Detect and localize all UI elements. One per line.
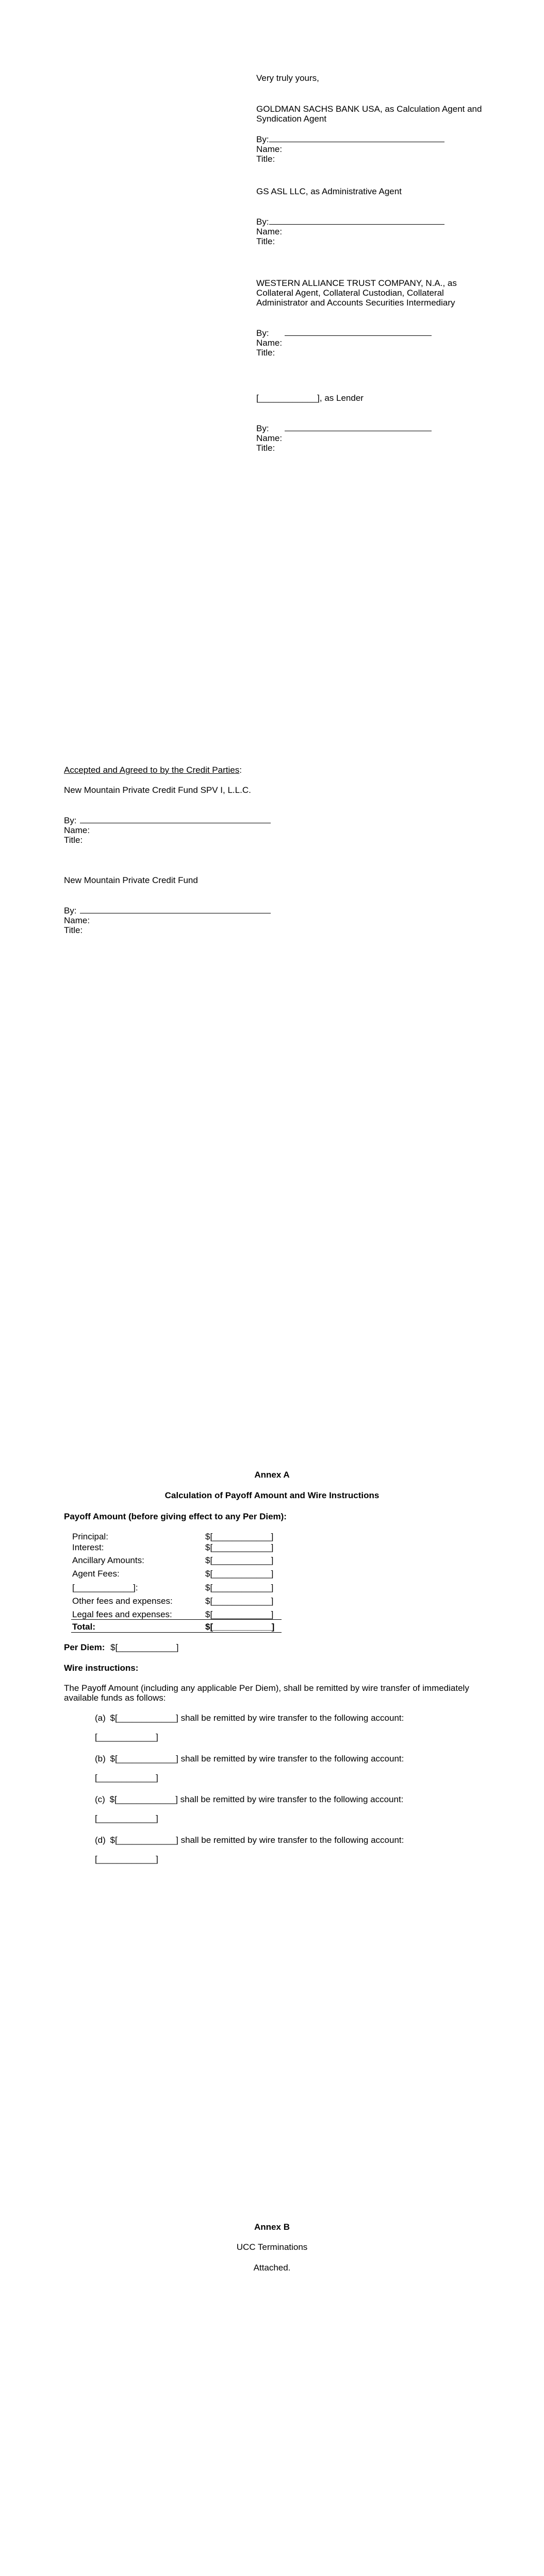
payoff-row-value: $[____________] [205,1569,274,1579]
name-label: Name: [256,338,283,348]
payoff-row [72,1543,278,1552]
wire-item-c [95,1794,487,1823]
title-label: Title: [64,835,83,845]
credit-parties-acceptance [64,765,373,935]
signatory-entity: WESTERN ALLIANCE TRUST COMPANY, N.A., as Collateral Agent, Collateral Custodian, Collateral Administrator and Accounts Securities Intermediary [256,278,457,308]
wire-item-text: $[____________] shall be remitted by wire transfer to the following account: [109,1794,404,1804]
signature-line [80,906,271,913]
payoff-row [72,1583,278,1592]
signature-block-gs-asl [256,187,483,246]
title-label: Title: [256,443,275,453]
payoff-row-label: Principal: [72,1532,108,1541]
payoff-row-label: Legal fees and expenses: [72,1609,172,1619]
payoff-row-label: Interest: [72,1543,104,1552]
by-label: By: [64,906,77,916]
signature-block-western-alliance [256,278,483,358]
signature-line [269,134,444,142]
wire-item-b [95,1754,487,1783]
title-label: Title: [256,236,275,246]
credit-party-block-fund [64,875,373,935]
name-label: Name: [256,144,283,154]
title-label: Title: [256,154,275,164]
payoff-row-label: Agent Fees: [72,1569,120,1579]
payoff-row-value: $[____________] [205,1543,274,1552]
title-label: Title: [64,925,83,935]
payoff-row [72,1609,278,1619]
annex-a-subtitle: Calculation of Payoff Amount and Wire Instructions [164,1490,380,1500]
payoff-row-value: $[____________] [205,1596,274,1606]
by-label: By: [256,423,269,433]
name-label: Name: [256,227,283,236]
annex-b-subtitle: UCC Terminations [236,2242,308,2252]
wire-item-marker: (d) [95,1835,106,1845]
name-label: Name: [64,916,90,925]
payoff-row-label: Ancillary Amounts: [72,1555,144,1565]
payoff-row-label: Other fees and expenses: [72,1596,173,1606]
payoff-row [72,1555,278,1565]
payoff-row-label: [____________]: [72,1583,138,1592]
wire-item-marker: (a) [95,1713,106,1723]
per-diem-value: $[____________] [110,1642,179,1652]
payoff-row [72,1596,278,1606]
name-label: Name: [64,825,90,835]
wire-intro: The Payoff Amount (including any applicable Per Diem), shall be remitted by wire transfer of immediately available funds as follows: [64,1683,469,1703]
payoff-heading: Payoff Amount (before giving effect to any Per Diem): [64,1512,287,1521]
acceptance-heading-colon: : [239,765,242,775]
wire-item-a [95,1713,487,1742]
signature-block-lender [256,393,483,453]
title-label: Title: [256,348,275,358]
signature-line [285,423,432,431]
signatory-entity: [____________], as Lender [256,393,364,403]
payoff-row-value: $[____________] [205,1532,274,1541]
payoff-row [72,1532,278,1541]
credit-party-block-spv [64,785,373,845]
wire-heading: Wire instructions: [64,1663,139,1673]
by-label: By: [64,816,77,825]
name-label: Name: [256,433,283,443]
payoff-total-row [72,1622,278,1632]
credit-party-entity: New Mountain Private Credit Fund [64,875,198,885]
total-bottom-rule [71,1632,282,1633]
total-rule [71,1619,282,1620]
signatory-entity: GS ASL LLC, as Administrative Agent [256,187,402,196]
by-label: By: [256,134,269,144]
wire-item-text: $[____________] shall be remitted by wire transfer to the following account: [110,1713,404,1723]
wire-item-d [95,1835,487,1864]
by-label: By: [256,328,269,338]
signature-block-goldman [256,104,483,164]
wire-item-account: [____________] [95,1814,158,1823]
per-diem-label: Per Diem: [64,1642,105,1652]
annex-b-title: Annex B [254,2222,290,2232]
wire-item-account: [____________] [95,1773,158,1783]
payoff-row [72,1569,278,1579]
signatory-entity: GOLDMAN SACHS BANK USA, as Calculation Agent and Syndication Agent [256,104,482,124]
wire-item-account: [____________] [95,1732,158,1742]
annex-b-note: Attached. [253,2263,291,2273]
per-diem [64,1642,178,1652]
wire-item-marker: (c) [95,1794,105,1804]
closing-text: Very truly yours, [256,73,319,83]
by-label: By: [256,217,269,227]
payoff-row-value: $[____________] [205,1609,274,1619]
payoff-total-label: Total: [72,1622,96,1632]
credit-party-entity: New Mountain Private Credit Fund SPV I, L.L.C. [64,785,251,795]
wire-item-text: $[____________] shall be remitted by wire transfer to the following account: [110,1754,404,1764]
signature-line [285,328,432,336]
acceptance-heading: Accepted and Agreed to by the Credit Parties [64,765,240,775]
payoff-row-value: $[____________] [205,1555,274,1565]
signature-line [269,217,444,225]
payoff-row-value: $[____________] [205,1583,274,1592]
wire-item-marker: (b) [95,1754,106,1764]
signature-line [80,816,271,823]
annex-a-title: Annex A [254,1470,290,1480]
payoff-total-value: $[____________] [205,1622,275,1632]
wire-item-account: [____________] [95,1854,158,1864]
wire-item-text: $[____________] shall be remitted by wire transfer to the following account: [110,1835,404,1845]
